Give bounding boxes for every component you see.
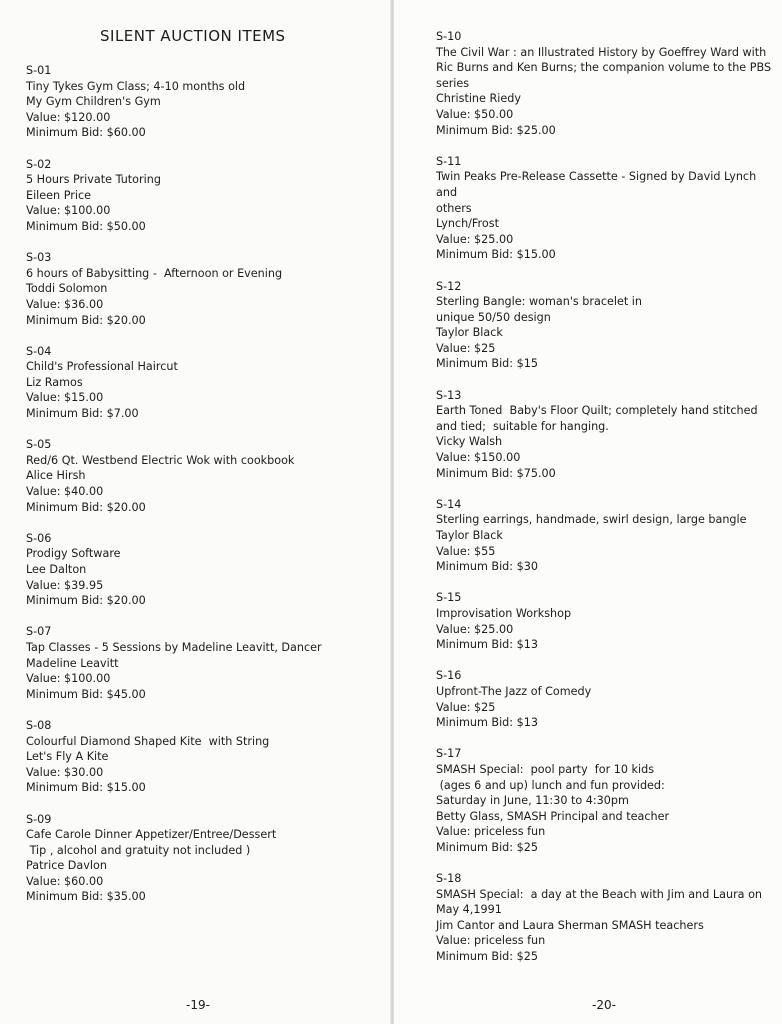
item-line: Minimum Bid: $75.00: [436, 466, 556, 480]
item-number: S-18: [436, 872, 462, 886]
auction-item: [436, 871, 772, 965]
item-line: Value: $25: [436, 341, 496, 355]
item-line: Lynch/Frost: [436, 217, 499, 231]
item-line: Value: $25: [436, 700, 496, 714]
item-line: Minimum Bid: $25.00: [436, 123, 556, 137]
left-item-list: [26, 63, 386, 921]
item-line: Taylor Black: [436, 529, 503, 542]
item-line: Minimum Bid: $13: [436, 638, 538, 652]
item-line: Saturday in June, 11:30 to 4:30pm: [436, 794, 629, 808]
item-line: Improvisation Workshop: [436, 606, 572, 620]
item-line: Minimum Bid: $30: [436, 560, 538, 574]
item-line: SMASH Special: pool party for 10 kids: [436, 762, 655, 776]
right-page-number: -20-: [592, 998, 616, 1012]
item-line: Value: $39.95: [26, 578, 104, 592]
item-line: others: [436, 201, 472, 215]
item-line: Value: $100.00: [26, 672, 111, 686]
item-number: S-14: [436, 497, 462, 511]
item-line: May 4,1991: [436, 903, 502, 917]
item-line: The Civil War : an Illustrated History by Goeffrey Ward with: [436, 45, 767, 59]
item-line: Eileen Price: [26, 188, 91, 202]
item-line: Tip , alcohol and gratuity not included ): [26, 843, 251, 857]
item-line: Value: $120.00: [26, 110, 111, 124]
item-line: Colourful Diamond Shaped Kite with String: [26, 734, 270, 748]
item-line: Prodigy Software: [26, 547, 121, 561]
item-line: Christine Riedy: [436, 92, 521, 106]
item-line: Child's Professional Haircut: [26, 360, 178, 374]
item-line: Vicky Walsh: [436, 435, 503, 449]
item-line: Upfront-The Jazz of Comedy: [436, 684, 592, 698]
item-line: Minimum Bid: $15.00: [436, 248, 556, 262]
item-number: S-09: [26, 812, 52, 826]
item-number: S-11: [436, 154, 462, 168]
item-line: Alice Hirsh: [26, 469, 86, 483]
item-line: 6 hours of Babysitting - Afternoon or Evening: [26, 266, 283, 280]
item-line: Madeline Leavitt: [26, 656, 119, 670]
item-line: series: [436, 76, 470, 90]
item-line: unique 50/50 design: [436, 310, 551, 324]
item-line: Liz Ramos: [26, 375, 83, 389]
auction-item: [436, 746, 772, 855]
item-line: Jim Cantor and Laura Sherman SMASH teachers: [436, 918, 704, 932]
item-line: Tap Classes - 5 Sessions by Madeline Leavitt, Dancer: [26, 640, 322, 654]
item-line: Minimum Bid: $15.00: [26, 781, 146, 795]
item-number: S-07: [26, 625, 52, 639]
item-line: and tied; suitable for hanging.: [436, 419, 609, 433]
item-number: S-13: [436, 388, 462, 402]
auction-item: [436, 388, 772, 482]
item-line: Value: priceless fun: [436, 825, 546, 839]
item-line: Ric Burns and Ken Burns; the companion volume to the PBS: [436, 61, 772, 75]
auction-item: [436, 668, 772, 730]
item-line: (ages 6 and up) lunch and fun provided:: [436, 778, 665, 792]
item-line: Minimum Bid: $20.00: [26, 313, 146, 327]
item-line: Minimum Bid: $25: [436, 840, 538, 854]
item-line: Minimum Bid: $50.00: [26, 219, 146, 233]
auction-item: [436, 29, 772, 138]
item-line: Value: $15.00: [26, 391, 104, 405]
item-line: Value: priceless fun: [436, 934, 546, 948]
item-line: Value: $40.00: [26, 485, 104, 499]
item-line: Lee Dalton: [26, 563, 87, 576]
item-line: Value: $150.00: [436, 451, 521, 465]
auction-item: [26, 718, 386, 796]
item-line: Cafe Carole Dinner Appetizer/Entree/Dessert: [26, 828, 277, 842]
item-number: S-04: [26, 344, 52, 358]
auction-item: [26, 250, 386, 328]
auction-item: [26, 812, 386, 906]
item-line: Patrice Davlon: [26, 859, 107, 873]
auction-item: [436, 279, 772, 373]
item-number: S-10: [436, 30, 462, 43]
item-line: Sterling earrings, handmade, swirl design, large bangle: [436, 513, 747, 527]
auction-item: [26, 63, 386, 141]
left-page-number: -19-: [186, 998, 210, 1012]
item-line: Minimum Bid: $60.00: [26, 126, 146, 140]
item-line: Red/6 Qt. Westbend Electric Wok with cookbook: [26, 453, 295, 467]
item-line: Minimum Bid: $25: [436, 950, 538, 964]
item-number: S-17: [436, 747, 462, 761]
item-line: Minimum Bid: $15: [436, 357, 538, 371]
item-line: Value: $30.00: [26, 765, 104, 779]
item-line: Minimum Bid: $20.00: [26, 594, 146, 608]
item-line: Twin Peaks Pre-Release Cassette - Signed by David Lynch and: [436, 170, 760, 199]
item-line: Taylor Black: [436, 326, 503, 340]
item-number: S-06: [26, 531, 52, 545]
item-number: S-08: [26, 718, 52, 732]
auction-item: [436, 154, 772, 263]
item-number: S-02: [26, 157, 52, 171]
item-line: Toddi Solomon: [26, 282, 108, 296]
item-number: S-16: [436, 669, 462, 683]
item-number: S-01: [26, 64, 52, 77]
item-line: 5 Hours Private Tutoring: [26, 173, 161, 187]
item-line: Value: $60.00: [26, 874, 104, 888]
item-number: S-05: [26, 438, 52, 452]
page-title: SILENT AUCTION ITEMS: [100, 27, 286, 45]
item-line: Betty Glass, SMASH Principal and teacher: [436, 809, 670, 823]
item-line: Value: $55: [436, 544, 496, 558]
item-line: Minimum Bid: $13: [436, 716, 538, 730]
auction-item: [436, 590, 772, 652]
item-number: S-12: [436, 279, 462, 293]
item-line: Minimum Bid: $45.00: [26, 687, 146, 701]
item-line: Earth Toned Baby's Floor Quilt; completely hand stitched: [436, 404, 758, 418]
right-item-list: [436, 29, 772, 980]
auction-item: [26, 624, 386, 702]
item-number: S-15: [436, 591, 462, 605]
auction-item: [26, 344, 386, 422]
item-line: Minimum Bid: $35.00: [26, 890, 146, 904]
right-page: [394, 0, 782, 1024]
item-line: Minimum Bid: $20.00: [26, 500, 146, 514]
auction-item: [436, 497, 772, 575]
item-line: Value: $100.00: [26, 204, 111, 218]
auction-item: [26, 437, 386, 515]
item-line: My Gym Children's Gym: [26, 95, 161, 109]
item-line: Sterling Bangle: woman's bracelet in: [436, 295, 642, 309]
item-line: Value: $36.00: [26, 297, 104, 311]
item-line: Value: $25.00: [436, 232, 514, 246]
item-line: Tiny Tykes Gym Class; 4-10 months old: [26, 79, 246, 93]
item-number: S-03: [26, 251, 52, 265]
item-line: Value: $50.00: [436, 107, 514, 121]
item-line: SMASH Special: a day at the Beach with Jim and Laura on: [436, 887, 763, 901]
auction-item: [26, 157, 386, 235]
auction-item: [26, 531, 386, 609]
item-line: Value: $25.00: [436, 622, 514, 636]
item-line: Minimum Bid: $7.00: [26, 407, 139, 421]
item-line: Let's Fly A Kite: [26, 750, 109, 764]
